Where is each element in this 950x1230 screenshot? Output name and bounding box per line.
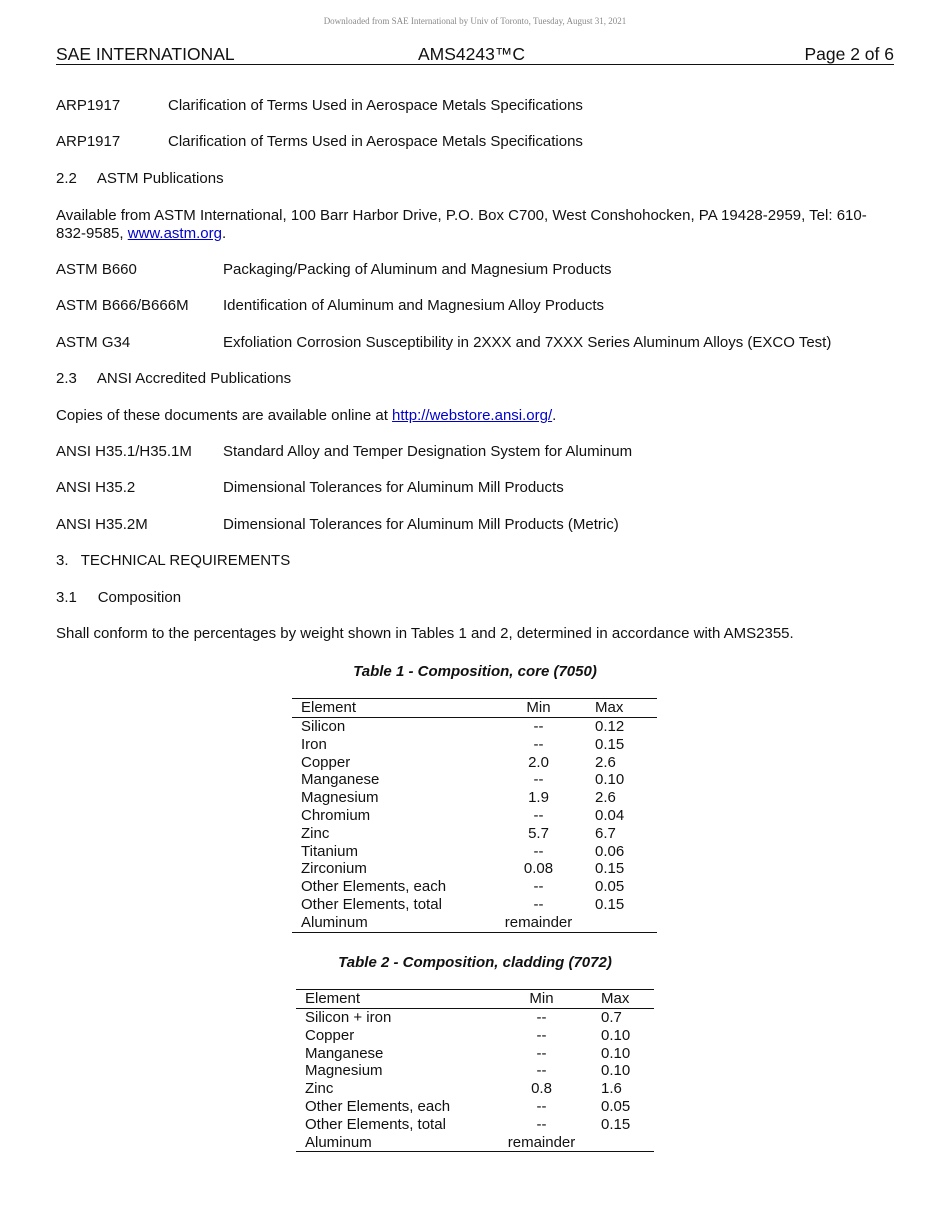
max-cell bbox=[587, 914, 657, 932]
section-heading-composition: 3.1 Composition bbox=[56, 589, 182, 606]
min-cell: 0.08 bbox=[523, 860, 554, 878]
element-cell: Zinc bbox=[305, 1080, 334, 1098]
min-cell: -- bbox=[533, 718, 544, 735]
composition-table-core bbox=[292, 698, 657, 933]
max-cell: 2.6 bbox=[595, 753, 616, 771]
element-cell: Zirconium bbox=[301, 860, 367, 878]
element-cell: Zinc bbox=[301, 824, 330, 842]
element-cell: Titanium bbox=[301, 842, 358, 860]
table-row bbox=[292, 914, 657, 932]
min-cell: remainder bbox=[507, 1133, 576, 1151]
min-cell: -- bbox=[533, 878, 544, 896]
table-row bbox=[296, 1098, 654, 1116]
element-cell: Aluminum bbox=[305, 1133, 372, 1151]
element-cell: Other Elements, total bbox=[301, 895, 442, 913]
table-row bbox=[292, 718, 657, 736]
table-header-row bbox=[296, 990, 654, 1009]
reference-code: ARP1917 bbox=[56, 97, 121, 114]
min-cell: -- bbox=[533, 842, 544, 860]
table-row bbox=[292, 754, 657, 772]
reference-entry bbox=[56, 97, 583, 114]
reference-entry bbox=[56, 334, 832, 351]
max-cell: 0.05 bbox=[601, 1097, 631, 1115]
reference-code: ANSI H35.2 bbox=[56, 479, 136, 496]
reference-title: Clarification of Terms Used in Aerospace Metals Specifications bbox=[168, 133, 583, 150]
max-cell: 2.6 bbox=[595, 789, 616, 807]
reference-title: Dimensional Tolerances for Aluminum Mill Products (Metric) bbox=[223, 516, 619, 533]
element-cell: Magnesium bbox=[301, 789, 379, 807]
reference-code: ASTM B660 bbox=[56, 261, 137, 278]
max-cell: 0.15 bbox=[595, 895, 625, 913]
min-cell: remainder bbox=[504, 913, 573, 931]
reference-code: ASTM G34 bbox=[56, 334, 131, 351]
min-cell: 2.0 bbox=[528, 753, 549, 771]
min-cell: -- bbox=[533, 771, 544, 789]
table2-body bbox=[296, 990, 654, 1152]
max-cell: 1.6 bbox=[601, 1080, 622, 1098]
table-row bbox=[296, 1062, 654, 1080]
max-cell bbox=[593, 1134, 654, 1152]
section-heading-ansi: 2.3 ANSI Accredited Publications bbox=[56, 370, 292, 387]
header-element: Element bbox=[296, 990, 490, 1009]
min-cell: -- bbox=[533, 806, 544, 824]
table-row bbox=[296, 1009, 654, 1027]
download-notice: Downloaded from SAE International by Univ of Toronto, Tuesday, August 31, 2021 bbox=[323, 16, 627, 26]
table1-caption: Table 1 - Composition, core (7050) bbox=[353, 663, 597, 680]
reference-title: Packaging/Packing of Aluminum and Magnesium Products bbox=[223, 261, 612, 278]
element-cell: Silicon bbox=[301, 718, 346, 735]
table-row bbox=[296, 1045, 654, 1063]
table1-body bbox=[292, 699, 657, 933]
max-cell: 0.10 bbox=[601, 1026, 631, 1044]
table-header-row bbox=[292, 699, 657, 718]
min-cell: -- bbox=[533, 895, 544, 913]
composition-table-cladding bbox=[296, 989, 654, 1152]
max-cell: 0.10 bbox=[595, 771, 625, 789]
table-row bbox=[296, 1027, 654, 1045]
reference-code: ASTM B666/B666M bbox=[56, 297, 189, 314]
table2-caption: Table 2 - Composition, cladding (7072) bbox=[338, 954, 612, 971]
reference-title: Clarification of Terms Used in Aerospace Metals Specifications bbox=[168, 97, 583, 114]
max-cell: 0.7 bbox=[601, 1009, 622, 1026]
reference-title: Dimensional Tolerances for Aluminum Mill Products bbox=[223, 479, 564, 496]
reference-entry bbox=[56, 443, 633, 460]
table-row bbox=[292, 896, 657, 914]
min-cell: -- bbox=[536, 1115, 547, 1133]
header-max: Max bbox=[593, 990, 654, 1009]
astm-availability-text: Available from ASTM International, 100 Barr Harbor Drive, P.O. Box C700, West Conshohocken, PA 19428-2959, Tel: 610-832-9585, bbox=[56, 207, 867, 242]
table-row bbox=[292, 878, 657, 896]
element-cell: Manganese bbox=[301, 771, 380, 789]
table-row bbox=[292, 736, 657, 754]
min-cell: -- bbox=[536, 1026, 547, 1044]
reference-entry bbox=[56, 516, 619, 533]
max-cell: 0.12 bbox=[595, 718, 625, 735]
table-row bbox=[292, 825, 657, 843]
reference-entry bbox=[56, 297, 605, 314]
min-cell: -- bbox=[533, 735, 544, 753]
reference-entry bbox=[56, 261, 612, 278]
element-cell: Chromium bbox=[301, 806, 371, 824]
min-cell: -- bbox=[536, 1062, 547, 1080]
element-cell: Iron bbox=[301, 735, 327, 753]
reference-entry bbox=[56, 479, 564, 496]
element-cell: Copper bbox=[301, 753, 351, 771]
table-row bbox=[296, 1134, 654, 1152]
header-min: Min bbox=[490, 990, 593, 1009]
header-doc-number: AMS4243™C bbox=[418, 44, 525, 64]
table-row bbox=[292, 843, 657, 861]
table-row bbox=[292, 771, 657, 789]
header-page-number: Page 2 of 6 bbox=[804, 44, 894, 64]
element-cell: Aluminum bbox=[301, 913, 368, 931]
reference-entry bbox=[56, 133, 583, 150]
reference-title: Identification of Aluminum and Magnesium Alloy Products bbox=[223, 297, 605, 314]
max-cell: 0.06 bbox=[595, 842, 625, 860]
section-heading-technical: 3. TECHNICAL REQUIREMENTS bbox=[56, 552, 291, 569]
ansi-link[interactable]: http://webstore.ansi.org/ bbox=[392, 407, 553, 424]
header-min: Min bbox=[490, 699, 587, 718]
table-row bbox=[292, 860, 657, 878]
max-cell: 0.04 bbox=[595, 806, 625, 824]
table-row bbox=[296, 1080, 654, 1098]
min-cell: 1.9 bbox=[528, 789, 549, 807]
max-cell: 0.15 bbox=[595, 735, 625, 753]
min-cell: 5.7 bbox=[528, 824, 549, 842]
min-cell: -- bbox=[536, 1009, 547, 1026]
max-cell: 6.7 bbox=[595, 824, 616, 842]
max-cell: 0.10 bbox=[601, 1062, 631, 1080]
section-heading-astm: 2.2 ASTM Publications bbox=[56, 170, 224, 187]
element-cell: Other Elements, each bbox=[305, 1097, 451, 1115]
element-cell: Copper bbox=[305, 1026, 355, 1044]
element-cell: Magnesium bbox=[305, 1062, 383, 1080]
astm-link[interactable]: www.astm.org bbox=[127, 225, 222, 242]
min-cell: -- bbox=[536, 1097, 547, 1115]
astm-availability: Available from ASTM International, 100 Barr Harbor Drive, P.O. Box C700, West Conshohocken, PA 19428-2959, Tel: 610-832-9585, www.astm.org. bbox=[56, 207, 867, 242]
max-cell: 0.15 bbox=[595, 860, 625, 878]
max-cell: 0.15 bbox=[601, 1115, 631, 1133]
max-cell: 0.10 bbox=[601, 1044, 631, 1062]
ansi-availability: Copies of these documents are available online at http://webstore.ansi.org/. bbox=[56, 407, 557, 424]
table-row bbox=[296, 1116, 654, 1134]
reference-code: ARP1917 bbox=[56, 133, 121, 150]
min-cell: 0.8 bbox=[531, 1080, 552, 1098]
table-row bbox=[292, 807, 657, 825]
element-cell: Other Elements, total bbox=[305, 1115, 446, 1133]
element-cell: Silicon + iron bbox=[305, 1009, 392, 1026]
min-cell: -- bbox=[536, 1044, 547, 1062]
ansi-availability-text: Copies of these documents are available online at bbox=[56, 407, 393, 424]
element-cell: Other Elements, each bbox=[301, 878, 447, 896]
header-max: Max bbox=[587, 699, 657, 718]
element-cell: Manganese bbox=[305, 1044, 384, 1062]
header-org: SAE INTERNATIONAL bbox=[56, 44, 235, 64]
reference-code: ANSI H35.1/H35.1M bbox=[56, 443, 192, 460]
composition-text: Shall conform to the percentages by weight shown in Tables 1 and 2, determined in accordance with AMS2355. bbox=[56, 625, 794, 642]
reference-title: Exfoliation Corrosion Susceptibility in 2XXX and 7XXX Series Aluminum Alloys (EXCO Test) bbox=[223, 334, 832, 351]
reference-title: Standard Alloy and Temper Designation System for Aluminum bbox=[223, 443, 633, 460]
reference-code: ANSI H35.2M bbox=[56, 516, 148, 533]
header-element: Element bbox=[292, 699, 490, 718]
page-header bbox=[56, 44, 894, 65]
table-row bbox=[292, 789, 657, 807]
max-cell: 0.05 bbox=[595, 878, 625, 896]
